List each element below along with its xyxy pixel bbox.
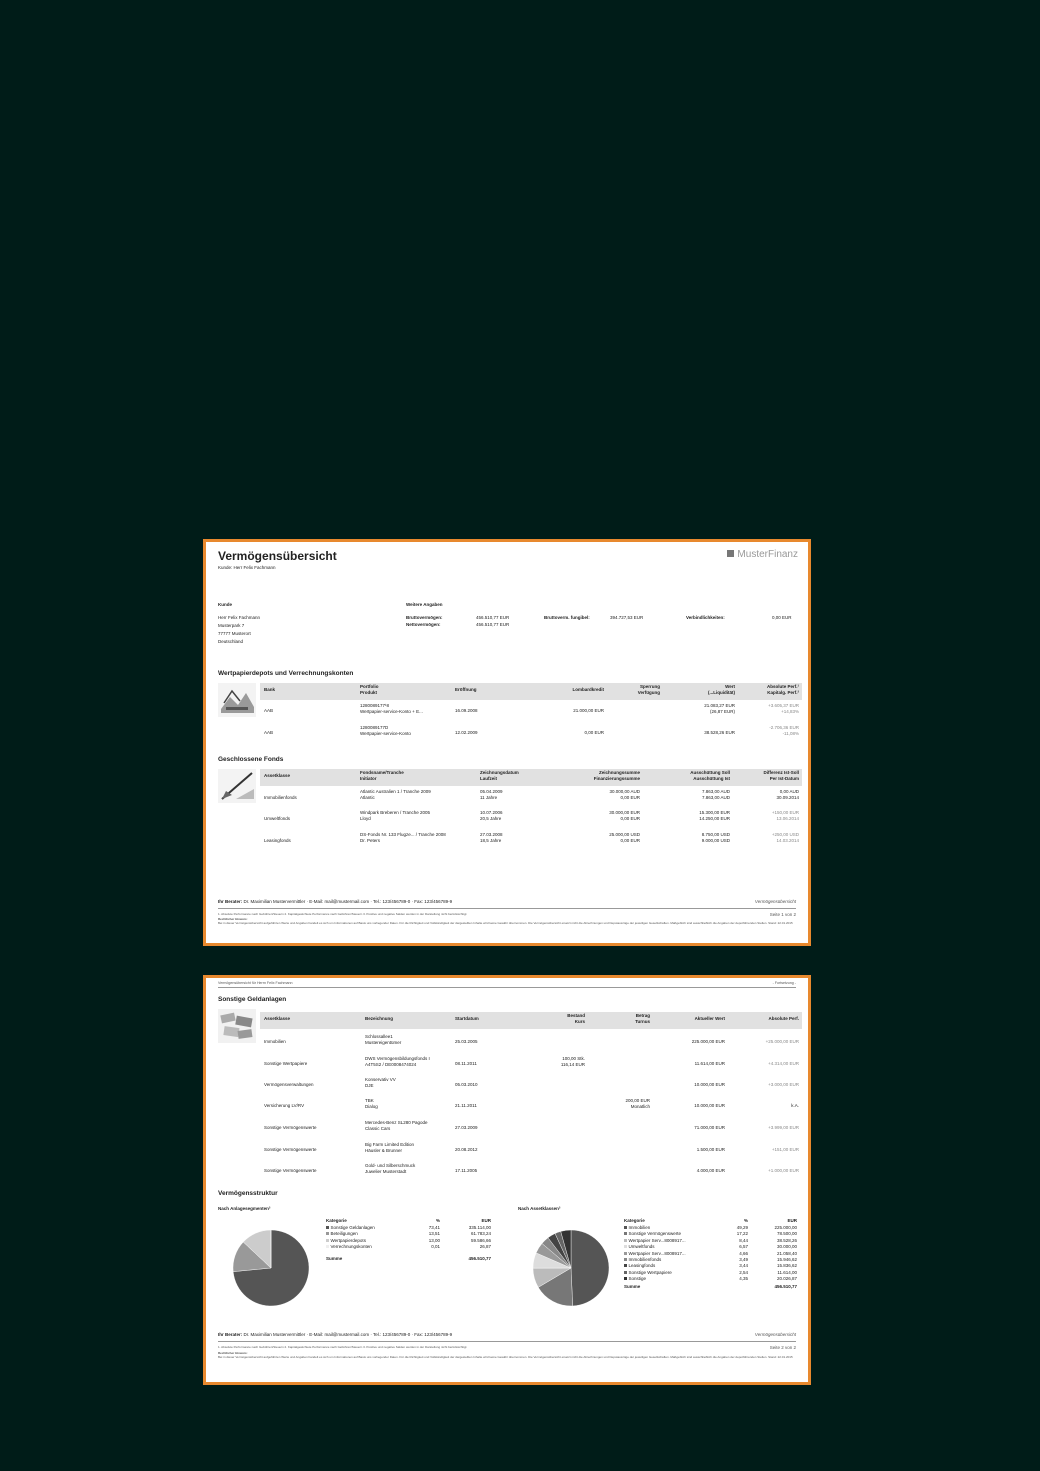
company-logo — [727, 549, 798, 560]
brutto-value: 456.510,77 EUR — [476, 615, 510, 620]
legend-col-pct: % — [743, 1218, 748, 1223]
col-assetklasse: Assetklasse — [264, 1016, 291, 1021]
assetklassen-pie-chart — [531, 1228, 611, 1308]
cell-bezeichnung: TBK Dialog — [365, 1098, 378, 1109]
verbindlichkeiten-value: 0,00 EUR — [772, 615, 792, 620]
legend-eur: 78.500,00 — [776, 1231, 797, 1237]
document-page-2 — [203, 975, 811, 1385]
cell-wert: 1.500,00 EUR — [696, 1147, 725, 1152]
logo-text: MusterFinanz — [737, 549, 798, 560]
cell-bank: AAB — [264, 730, 274, 735]
cell-bestand: 100,00 Stk. 116,14 EUR — [560, 1056, 585, 1067]
col-bank: Bank — [264, 687, 276, 692]
depot-thumbnail-image — [218, 683, 256, 717]
legend-sum-label: Summe — [624, 1284, 641, 1289]
cell-asset: Versicherung LV/RV — [264, 1103, 305, 1108]
hinweis-text: Bei in dieser Vermögensübersicht aufgeführten Werte und Angaben handelt es sich um Informationen auf Basis uns vorliegender Daten. Für die Richtigkeit und Vollständigkeit der dargestellten Inhalte wird keine Gewähr übernommen. Die Vermögensübersicht ersetzt nicht die Abrechnungen und Depotauszüge der jeweiligen Gesellschaften. Maßgeblich sind ausschließlich die Angaben der depotführenden Stellen. Stand: 22.01.2015 — [218, 1355, 793, 1359]
legend-swatch-icon — [624, 1271, 627, 1274]
segmente-title: Nach Anlagesegmenten³ — [218, 1206, 271, 1211]
page-title: Vermögensübersicht — [218, 549, 337, 563]
cell-asset: Leasingfonds — [264, 838, 291, 843]
doc-name: Vermögensübersicht — [754, 1332, 796, 1337]
legend-label-text: Leasingfonds — [628, 1263, 656, 1269]
legend-pct: 73,41 — [428, 1225, 440, 1230]
segmente-pie-chart — [231, 1228, 311, 1308]
legend-row-label — [624, 1231, 681, 1237]
cell-start: 20.08.2012 — [455, 1147, 478, 1152]
cell-differenz: +250,00 USD 14.03.2014 — [771, 832, 799, 843]
legend-eur: 38.528,26 — [776, 1237, 797, 1243]
cell-perf: k.A. — [791, 1103, 799, 1108]
col-assetklasse: Assetklasse — [264, 773, 291, 778]
page-number: Seite 1 von 2 — [769, 912, 796, 917]
legend-eur: 30.000,00 — [776, 1244, 797, 1250]
table-row — [260, 832, 802, 850]
legend-swatch-icon — [326, 1239, 329, 1242]
page-number: Seite 2 von 2 — [769, 1345, 796, 1350]
legend-eur: 26,87 — [479, 1244, 491, 1250]
cell-bank: AAB — [264, 708, 274, 713]
legend-sum-value: 456.510,77 — [774, 1284, 797, 1289]
legend-pct: 0,01 — [431, 1244, 440, 1250]
cell-differenz: 0,00 AUD 30.09.2014 — [776, 789, 799, 800]
cell-perf: +3.605,37 EUR +14,83% — [768, 703, 799, 714]
legend-row-label — [624, 1276, 646, 1282]
table-row — [260, 1098, 802, 1116]
cell-wert: 4.000,00 EUR — [696, 1168, 725, 1173]
cell-portfolio: 1280089177¹8 Wertpapier-service-Konto + E... — [360, 703, 423, 714]
legend-label-text: Wertpapier Serv...8008917... — [628, 1250, 686, 1256]
weitere-heading: Weitere Angaben — [406, 602, 443, 607]
col-startdatum: Startdatum — [455, 1016, 479, 1021]
legend-eur: 21.058,40 — [776, 1250, 797, 1256]
kunde-line: Deutschland — [218, 639, 244, 644]
legend-label-text: Sonstige — [628, 1276, 647, 1282]
pie-slice — [571, 1230, 609, 1306]
table-row — [260, 789, 802, 807]
legend-row-label — [326, 1225, 375, 1231]
legend-row-label — [326, 1244, 372, 1250]
legend-pct: 49,29 — [736, 1225, 748, 1230]
legend-label-text: Wertpapier Serv...8008917... — [628, 1237, 686, 1243]
fungibel-label: Bruttoverm. fungibel: — [544, 615, 590, 620]
table-row — [260, 1163, 802, 1181]
table-row — [260, 1077, 802, 1095]
verbindlichkeiten-label: Verbindlichkeiten: — [686, 615, 725, 620]
kunde-heading: Kunde — [218, 602, 232, 607]
table-row — [260, 810, 802, 828]
legend-pct: 17,22 — [736, 1231, 748, 1237]
table-row — [260, 1034, 802, 1052]
cell-bezeichnung: DWS Vermögensbildungsfonds I A4T5S2 / DE0008474024 — [365, 1056, 430, 1067]
table-row — [260, 724, 802, 744]
cell-asset: Immobilien — [264, 1039, 286, 1044]
cell-asset: Sonstige Vermögenswerte — [264, 1147, 317, 1152]
cell-fondsname: Atlantic Australien 1 / Tranche 2009 Atlantic — [360, 789, 431, 800]
legend-row-label — [326, 1231, 358, 1237]
table-row — [260, 702, 802, 722]
legend-eur: 15.946,62 — [776, 1257, 797, 1262]
table-row — [260, 1120, 802, 1138]
cell-datum: 10.07.2006 20,5 Jahre — [480, 810, 503, 821]
fonds-heading: Geschlossene Fonds — [218, 756, 284, 763]
legend-pct: 13,51 — [428, 1231, 440, 1237]
document-page-1 — [203, 539, 811, 946]
cell-start: 08.11.2011 — [455, 1061, 477, 1066]
cell-start: 05.03.2010 — [455, 1082, 478, 1087]
col-bestand: Bestand Kurs — [567, 1013, 585, 1024]
legend-swatch-icon — [624, 1239, 627, 1242]
assetklassen-title: Nach Assetklassen³ — [518, 1206, 561, 1211]
legend-label-text: Sonstige Vermögenswerte — [628, 1231, 682, 1237]
legend-row-label — [624, 1225, 650, 1231]
cell-perf: +25.000,00 EUR — [765, 1039, 799, 1044]
segmente-legend-table — [326, 1218, 496, 1278]
berater-line — [218, 899, 452, 905]
customer-line: Kunde: Herr Felix Fachmann — [218, 565, 276, 570]
footnotes: 1. Absolute Performance nach Gebühren/Steuern 2. Kapitalgewichtete Performance nach Gebühren/Steuern 3. Positive und negative Salden werden in der Darstellung nicht berücksichtigt — [218, 1345, 467, 1349]
legend-row-label — [624, 1257, 661, 1263]
cell-asset: Immobilienfonds — [264, 795, 297, 800]
footnotes: 1. Absolute Performance nach Gebühren/Steuern 2. Kapitalgewichtete Performance nach Gebühren/Steuern 3. Positive und negative Salden werden in der Darstellung nicht berücksichtigt — [218, 912, 467, 916]
col-ausschuettung: Ausschüttung Soll Ausschüttung Ist — [690, 770, 730, 781]
legend-eur: 59.586,66 — [470, 1237, 491, 1243]
legend-eur: 335.114,00 — [468, 1225, 491, 1230]
cell-wert: 21.083,27 EUR (26,87 EUR) — [704, 703, 735, 714]
brutto-label: Bruttovermögen: — [406, 615, 443, 620]
sonstige-heading: Sonstige Geldanlagen — [218, 996, 287, 1003]
berater-text: Dr. Maximilian Mustervermittler · E-Mail: mail@mustermail.com · Tel.: 123/456789-0 · Fax: 123/456789-9 — [243, 899, 453, 904]
legend-eur: 20.026,87 — [776, 1276, 797, 1282]
legend-pct: 2,54 — [739, 1269, 748, 1275]
legend-swatch-icon — [624, 1245, 627, 1248]
cell-betrag: 200,00 EUR Monatlich — [625, 1098, 650, 1109]
cell-eroeffnung: 12.02.2009 — [455, 730, 478, 735]
logo-mark-icon — [727, 550, 734, 557]
legend-swatch-icon — [326, 1226, 329, 1229]
berater-line — [218, 1332, 452, 1338]
cell-asset: Vermögensverwaltungen — [264, 1082, 314, 1087]
legend-row-label — [624, 1251, 686, 1257]
legend-pct: 4,35 — [739, 1276, 748, 1282]
cell-perf: +3.000,00 EUR — [768, 1082, 799, 1087]
netto-label: Nettovermögen: — [406, 622, 441, 627]
cell-start: 25.03.2005 — [455, 1039, 478, 1044]
legend-sum-label: Summe — [326, 1256, 343, 1261]
cell-ausschuettung: 8.750,00 USD 9.000,00 USD — [701, 832, 730, 843]
legend-eur: 11.614,00 — [777, 1269, 797, 1275]
legend-swatch-icon — [624, 1232, 627, 1235]
col-perf: Absolute Perf.¹ Kapitalg. Perf.² — [766, 684, 799, 695]
cell-differenz: +150,00 EUR 13.06.2014 — [771, 810, 799, 821]
cell-datum: 05.04.2009 11 Jahre — [480, 789, 503, 800]
cell-fondsname: DS-Fonds Nr. 133 Flugze... / Tranche 2008 Dr. Peters — [360, 832, 446, 843]
cell-perf: +151,00 EUR — [771, 1147, 799, 1152]
col-zeichnungssumme: Zeichnungssumme Finanzierungssumme — [593, 770, 640, 781]
col-lombard: Lombardkredit — [572, 687, 604, 692]
cell-wert: 71.000,00 EUR — [694, 1125, 725, 1130]
fonds-table-header — [260, 769, 802, 786]
cell-bezeichnung: Big Farm Limited Edition Häusler & Brunner — [365, 1142, 415, 1153]
cell-perf: +4.314,00 EUR — [768, 1061, 799, 1066]
legend-swatch-icon — [326, 1245, 329, 1248]
kunde-line: Musterpark 7 — [218, 623, 245, 628]
legend-col-pct: % — [435, 1218, 440, 1223]
legend-swatch-icon — [624, 1277, 627, 1280]
cell-lombard: 21.000,00 EUR — [573, 708, 604, 713]
depots-table-header — [260, 683, 802, 700]
legend-row-label — [624, 1263, 655, 1269]
hinweis-label: Rechtlicher Hinweis: — [218, 917, 248, 921]
sonstige-thumbnail-image — [218, 1009, 256, 1043]
legend-row-label — [624, 1270, 672, 1276]
footer-divider — [218, 1341, 796, 1342]
cell-wert: 10.000,00 EUR — [694, 1082, 725, 1087]
legend-pct: 6,57 — [739, 1244, 748, 1250]
cell-start: 17.11.2005 — [455, 1168, 478, 1173]
cell-asset: Sonstige Wertpapiere — [264, 1061, 308, 1066]
cell-asset: Sonstige Vermögenswerte — [264, 1168, 317, 1173]
fungibel-value: 394.727,53 EUR — [610, 615, 644, 620]
legend-col-eur: EUR — [787, 1218, 797, 1223]
legend-label-text: Umweltfonds — [628, 1244, 655, 1250]
cell-wert: 38.528,26 EUR — [704, 730, 735, 735]
cell-start: 21.11.2011 — [455, 1103, 477, 1108]
cell-start: 27.03.2009 — [455, 1125, 478, 1130]
legend-swatch-icon — [624, 1258, 627, 1261]
legend-sum-value: 456.510,77 — [468, 1256, 491, 1261]
table-row — [260, 1056, 802, 1074]
legend-pct: 13,00 — [428, 1237, 440, 1243]
cell-bezeichnung: Konservativ VV DJE — [365, 1077, 396, 1088]
legend-col-kategorie: Kategorie — [326, 1218, 347, 1223]
legend-label-text: Verrechnungskonten — [330, 1244, 372, 1250]
legend-swatch-icon — [624, 1264, 627, 1267]
hinweis-label: Rechtlicher Hinweis: — [218, 1351, 248, 1355]
legend-col-kategorie: Kategorie — [624, 1218, 645, 1223]
legend-pct: 3,44 — [739, 1263, 748, 1269]
depots-heading: Wertpapierdepots und Verrechnungskonten — [218, 670, 354, 677]
cell-asset: Sonstige Vermögenswerte — [264, 1125, 317, 1130]
kunde-line: Herr Felix Fachmann — [218, 615, 261, 620]
col-wert: Wert (...Liquidität) — [708, 684, 735, 695]
berater-label: Ihr Berater: — [218, 899, 243, 904]
legend-eur: 61.783,24 — [470, 1231, 491, 1237]
legend-row-label — [624, 1244, 655, 1250]
berater-text: Dr. Maximilian Mustervermittler · E-Mail: mail@mustermail.com · Tel.: 123/456789-0 · Fax: 123/456789-9 — [243, 1332, 453, 1337]
legend-label-text: Sonstige Wertpapiere — [628, 1269, 672, 1275]
cell-lombard: 0,00 EUR — [584, 730, 604, 735]
struktur-heading: Vermögensstruktur — [218, 1190, 278, 1197]
col-bezeichnung: Bezeichnung — [365, 1016, 394, 1021]
cell-eroeffnung: 16.09.2008 — [455, 708, 478, 713]
legend-label-text: Immobilien — [628, 1225, 651, 1230]
footer-divider — [218, 908, 796, 909]
doc-name: Vermögensübersicht — [754, 899, 796, 904]
cell-portfolio: 1280089177D Wertpapier-service-Konto — [360, 725, 411, 736]
col-betrag: Betrag Turnus — [635, 1013, 650, 1024]
netto-value: 456.510,77 EUR — [476, 622, 510, 627]
header-divider — [218, 987, 796, 988]
page-header-left: Vermögensübersicht für Herrn Felix Fachmann — [218, 981, 293, 985]
cell-fondsname: Windpark Breberen / Tranche 2005 Lloyd — [360, 810, 431, 821]
cell-bezeichnung: Mercedes-Benz SL280 Pagode Classic Cars — [365, 1120, 428, 1131]
col-fondsname: Fondsname/Tranche Initiator — [360, 770, 404, 781]
legend-label-text: Immobilienfonds — [628, 1257, 662, 1262]
legend-label-text: Sonstige Geldanlagen — [330, 1225, 375, 1230]
cell-perf: -2.706,36 EUR -11,08% — [769, 725, 799, 736]
cell-summe: 25.000,00 USD 0,00 EUR — [609, 832, 640, 843]
legend-row-label — [326, 1238, 366, 1244]
col-sperrung: Sperrung Verfügung — [637, 684, 660, 695]
legend-swatch-icon — [624, 1252, 627, 1255]
legend-row-label — [624, 1238, 686, 1244]
legend-pct: 3,49 — [739, 1257, 748, 1262]
cell-datum: 27.03.2008 18,5 Jahre — [480, 832, 503, 843]
col-portfolio: Portfolio Produkt — [360, 684, 379, 695]
cell-bezeichnung: Gold- und Silberschmuck Juwelier Musterstadt — [365, 1163, 416, 1174]
sonstige-table-header — [260, 1012, 802, 1029]
col-eroeffnung: Eröffnung — [455, 687, 477, 692]
legend-swatch-icon — [326, 1232, 329, 1235]
cell-wert: 10.000,00 EUR — [694, 1103, 725, 1108]
legend-label-text: Wertpapierdepots — [330, 1237, 366, 1243]
col-differenz: Differenz Ist-Soll Per Ist-Datum — [763, 770, 799, 781]
cell-perf: +3.999,00 EUR — [768, 1125, 799, 1130]
col-aktueller-wert: Aktueller Wert — [694, 1016, 725, 1021]
legend-pct: 4,66 — [739, 1250, 748, 1256]
berater-label: Ihr Berater: — [218, 1332, 243, 1337]
kunde-line: 77777 Musterort — [218, 631, 251, 636]
col-absolute-perf: Absolute Perf. — [768, 1016, 799, 1021]
legend-eur: 225.000,00 — [774, 1225, 797, 1230]
cell-ausschuettung: 15.300,00 EUR 14.250,00 EUR — [699, 810, 730, 821]
cell-perf: +1.000,00 EUR — [768, 1168, 799, 1173]
page-header-right: - Fortsetzung - — [772, 981, 796, 985]
legend-label-text: Beteiligungen — [330, 1231, 358, 1237]
col-zeichnungsdatum: Zeichnungsdatum Laufzeit — [480, 770, 519, 781]
legend-col-eur: EUR — [481, 1218, 491, 1223]
cell-wert: 11.614,00 EUR — [694, 1061, 725, 1066]
legend-pct: 8,44 — [739, 1237, 748, 1243]
cell-summe: 30.000,00 EUR 0,00 EUR — [609, 810, 640, 821]
cell-summe: 30.000,00 AUD 0,00 EUR — [609, 789, 640, 800]
cell-bezeichnung: Schlossallee1 Mustereigentümer — [365, 1034, 402, 1045]
cell-ausschuettung: 7.863,00 AUD 7.863,00 AUD — [701, 789, 730, 800]
assetklassen-legend-table — [624, 1218, 800, 1303]
fonds-thumbnail-image — [218, 769, 256, 803]
legend-swatch-icon — [624, 1226, 627, 1229]
table-row — [260, 1142, 802, 1160]
legend-eur: 15.836,62 — [776, 1263, 797, 1269]
cell-asset: Umweltfonds — [264, 816, 291, 821]
cell-wert: 225.000,00 EUR — [691, 1039, 725, 1044]
hinweis-text: Bei in dieser Vermögensübersicht aufgeführten Werte und Angaben handelt es sich um Informationen auf Basis uns vorliegender Daten. Für die Richtigkeit und Vollständigkeit der dargestellten Inhalte wird keine Gewähr übernommen. Die Vermögensübersicht ersetzt nicht die Abrechnungen und Depotauszüge der jeweiligen Gesellschaften. Maßgeblich sind ausschließlich die Angaben der depotführenden Stellen. Stand: 22.01.2015 — [218, 921, 793, 925]
